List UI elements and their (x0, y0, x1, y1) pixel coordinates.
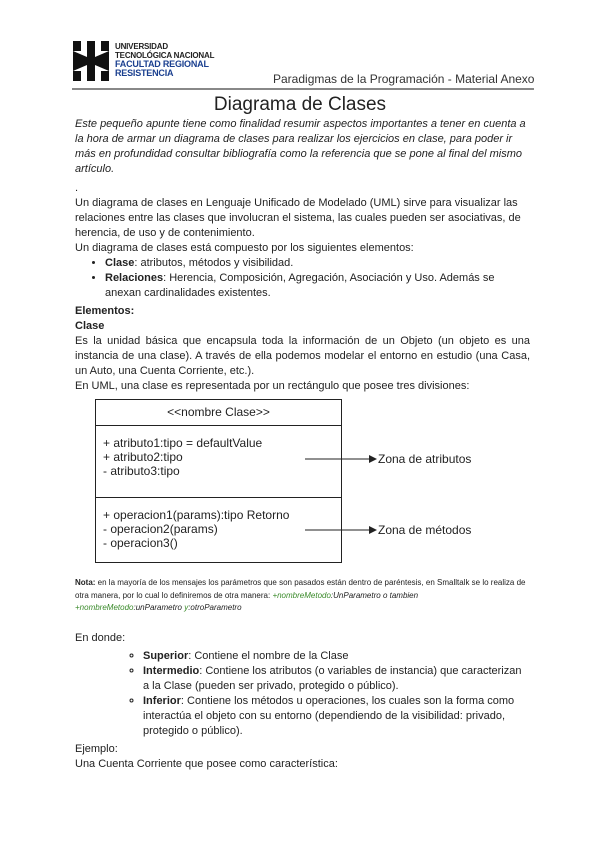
part-text: : Contiene el nombre de la Clase (188, 650, 349, 662)
attribute: + atributo2:tipo (103, 450, 183, 464)
method: + operacion1(params):tipo Retorno (103, 508, 290, 522)
part-label: Intermedio (143, 665, 200, 677)
logo-line: TECNOLÓGICA NACIONAL (115, 51, 215, 60)
header-divider (72, 88, 534, 90)
part-text: : Contiene los atributos (o variables de instancia) que caracterizan a la Clase (pueden ser privado, protegido o público). (143, 665, 522, 692)
logo-line: FACULTAD REGIONAL (115, 59, 209, 69)
part-label: Superior (143, 650, 189, 662)
body-lower (75, 631, 530, 772)
body-upper (75, 117, 530, 394)
elements-list (75, 256, 530, 301)
university-name (115, 42, 214, 78)
definition-paragraph: Un diagrama de clases en Lenguaje Unificado de Modelado (UML) sirve para visualizar las relaciones entre las clases que involucran el sistema, las cuales pueden ser asociativas, de herencia, de uso y de contenimiento. (75, 197, 521, 239)
note-text: en la mayoría de los mensajes los parámetros que son pasados están dentro de paréntesis, en Smalltalk se lo realiza de otra manera, por lo cual lo definiremos de otra manera: (75, 578, 526, 600)
methods-zone-label: Zona de métodos (378, 523, 472, 537)
bullet-label: Clase (105, 257, 135, 269)
arrow-right-icon (305, 526, 377, 534)
note-example: :otroParametro (188, 603, 242, 612)
attributes-zone-label: Zona de atributos (378, 452, 472, 466)
class-name: <<nombre Clase>> (96, 400, 341, 426)
clase-heading: Clase (75, 320, 105, 332)
list-item (105, 271, 530, 301)
elements-heading: Elementos: (75, 305, 135, 317)
arrows (300, 450, 380, 540)
header-subject: Paradigmas de la Programación - Material Anexo (273, 72, 535, 86)
logo-line: RESISTENCIA (115, 68, 174, 78)
attribute: + atributo1:tipo = defaultValue (103, 436, 263, 450)
en-donde: En donde: (75, 632, 126, 644)
list-item (143, 694, 530, 739)
method: - operacion3() (103, 536, 178, 550)
bullet-label: Relaciones (105, 272, 164, 284)
note-example: nombreMetodo (79, 603, 134, 612)
note-label: Nota: (75, 578, 96, 587)
utn-logo-icon (73, 41, 109, 81)
note-example: :UnParametro o tambien (330, 590, 419, 600)
note-example: nombreMetodo (277, 590, 331, 600)
note-example: y (184, 603, 189, 612)
example-heading: Ejemplo: (75, 743, 118, 755)
note-example: :unParametro (133, 603, 185, 612)
note-example: + (75, 603, 80, 612)
parts-list (0, 649, 530, 739)
uml-paragraph: En UML, una clase es representada por un rectángulo que posee tres divisiones: (75, 380, 470, 392)
part-label: Inferior (143, 695, 181, 707)
logo-line: UNIVERSIDAD (115, 42, 168, 51)
attribute: - atributo3:tipo (103, 464, 180, 478)
part-text: : Contiene los métodos u operaciones, los cuales son la forma como interactúa el objeto con su entorno (dependiendo de la visibilidad: privado, protegido o público). (143, 695, 515, 737)
arrow-right-icon (305, 455, 377, 463)
clase-paragraph: Es la unidad básica que encapsula toda la información de un Objeto (un objeto es una instancia de una clase). A través de ella podemos modelar el entorno en estudio (una Casa, un Auto, una Cuenta Corriente, etc.). (75, 335, 530, 377)
list-item (143, 664, 530, 694)
list-item (143, 649, 530, 664)
bullet-text: : atributos, métodos y visibilidad. (134, 257, 294, 269)
intro-paragraph: Este pequeño apunte tiene como finalidad resumir aspectos importantes a tener en cuenta a la hora de armar un diagrama de clases para realizar los ejercicios en clase, para poder ir más en profundidad consultar bibliografía como la referencia que se pone al final del mismo artículo. (75, 118, 526, 175)
example-text: Una Cuenta Corriente que posee como característica: (75, 758, 338, 770)
method: - operacion2(params) (103, 522, 218, 536)
elements-intro: Un diagrama de clases está compuesto por los siguientes elementos: (75, 242, 414, 254)
page-title: Diagrama de Clases (213, 94, 387, 115)
list-item (105, 256, 530, 271)
separator-dot: . (75, 182, 79, 194)
note (75, 577, 535, 615)
bullet-text: : Herencia, Composición, Agregación, Asociación y Uso. Además se anexan cardinalidades existentes. (105, 272, 495, 299)
note-example: + (272, 590, 278, 600)
